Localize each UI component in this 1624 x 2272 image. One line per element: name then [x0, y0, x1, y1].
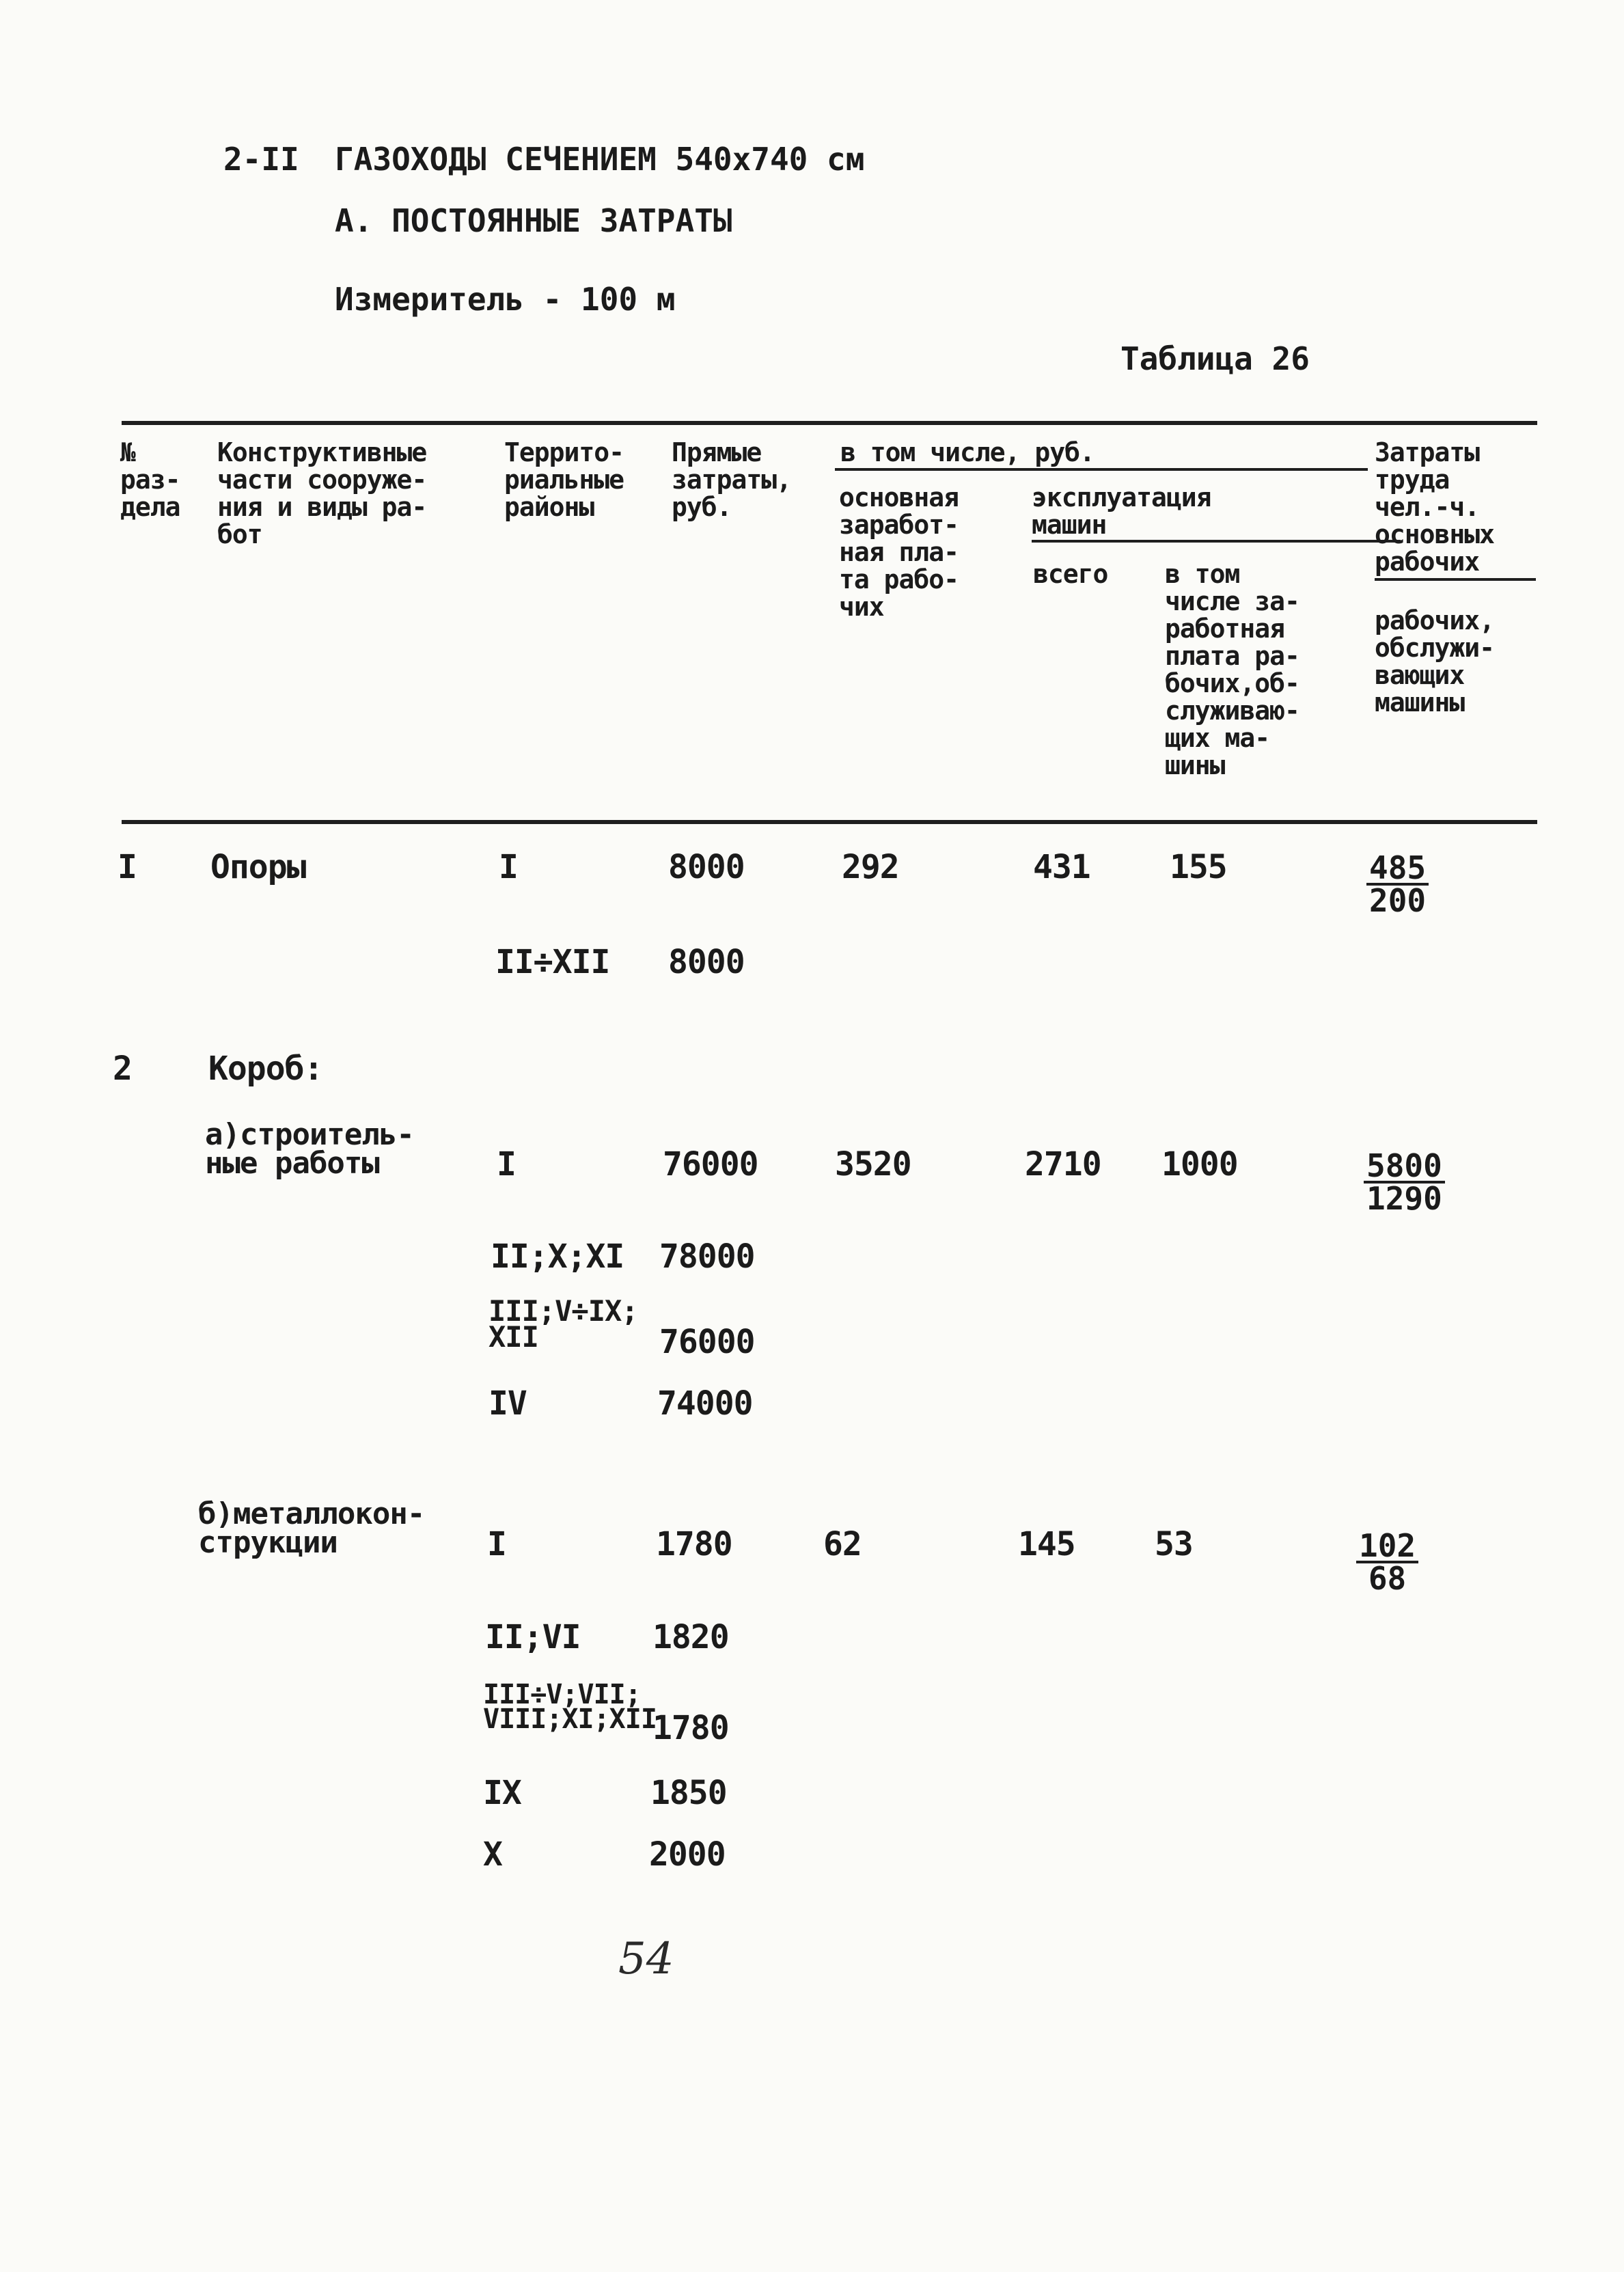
col-including: в том числе, руб. — [840, 437, 1095, 467]
row1-cost-b: 8000 — [668, 943, 745, 981]
row1-name: Опоры — [210, 848, 306, 886]
page-subtitle: А. ПОСТОЯННЫЕ ЗАТРАТЫ — [335, 202, 732, 239]
table-top-rule — [122, 421, 1537, 425]
row2b-machine-total: 145 — [1018, 1525, 1075, 1563]
row2b-region-5: X — [483, 1835, 502, 1874]
row1-labor-service: 200 — [1369, 882, 1427, 919]
row2a-base-wages: 3520 — [835, 1145, 911, 1183]
row2b-region-2: II;VI — [485, 1618, 581, 1656]
row2a-labor-fraction — [1364, 1147, 1445, 1217]
row2a-cost-1: 76000 — [663, 1145, 758, 1183]
row2b-labor-service: 68 — [1368, 1560, 1407, 1597]
row2a-cost-3: 76000 — [659, 1323, 755, 1361]
col-parts: Конструктивные части сооруже- ния и виды ра- бот — [217, 437, 427, 549]
row2a-region-1: I — [497, 1145, 516, 1183]
section-number: 2-II — [223, 141, 299, 178]
row1-section-no: I — [118, 848, 137, 886]
row2b-cost-1: 1780 — [656, 1525, 732, 1563]
row2a-machine-wages: 1000 — [1161, 1145, 1238, 1183]
row2a-region-2: II;X;XI — [491, 1237, 624, 1276]
col-direct-costs: Прямые затраты, руб. — [672, 437, 792, 522]
row1-machine-total: 431 — [1033, 848, 1090, 886]
row1-machine-wages: 155 — [1170, 848, 1227, 886]
row2a-region-4: IV — [488, 1384, 527, 1423]
col-total: всего — [1033, 559, 1108, 589]
col-base-wages: основная заработ- ная пла- та рабо- чих — [839, 482, 959, 622]
row2a-name: а)строитель- ные работы — [205, 1117, 414, 1181]
col-labor-main: Затраты труда чел.-ч. основных рабочих — [1375, 437, 1495, 577]
header-bottom-rule — [122, 820, 1537, 824]
row2b-region-1: I — [487, 1525, 506, 1563]
row2a-cost-2: 78000 — [659, 1237, 755, 1276]
row2b-region-4: IX — [483, 1774, 521, 1812]
row1-base-wages: 292 — [842, 848, 899, 886]
row1-region-a: I — [499, 848, 518, 886]
row2a-machine-total: 2710 — [1025, 1145, 1101, 1183]
row1-labor-main: 485 — [1366, 853, 1429, 886]
row2a-labor-service: 1290 — [1366, 1180, 1442, 1217]
row2b-cost-2: 1820 — [652, 1618, 729, 1656]
row2a-cost-4: 74000 — [657, 1384, 753, 1423]
page-title: ГАЗОХОДЫ СЕЧЕНИЕМ 540х740 см — [335, 141, 865, 178]
including-underline — [835, 468, 1368, 471]
col-machine-wages: в том числе за- работная плата ра- бочих,об- служиваю- щих ма- шины — [1165, 559, 1299, 780]
row2b-labor-fraction — [1356, 1527, 1418, 1597]
labor-divider — [1375, 578, 1536, 581]
unit-label: Измеритель - 100 м — [335, 281, 676, 318]
row2-section-no: 2 — [113, 1050, 132, 1088]
row2b-cost-3: 1780 — [652, 1709, 729, 1747]
col-regions: Террито- риальные районы — [504, 437, 624, 522]
row1-region-b: II÷XII — [495, 943, 610, 981]
row2b-base-wages: 62 — [823, 1525, 862, 1563]
machine-underline — [1032, 540, 1401, 543]
row2b-labor-main: 102 — [1356, 1531, 1418, 1563]
table-label: Таблица 26 — [1120, 340, 1310, 377]
row2b-cost-5: 2000 — [649, 1835, 726, 1874]
row2a-region-3: III;V÷IX; XII — [488, 1294, 638, 1354]
row2b-name: б)металлокон- струкции — [198, 1496, 425, 1560]
page-number: 54 — [618, 1934, 674, 1984]
row1-labor-fraction — [1366, 849, 1429, 919]
row1-cost-a: 8000 — [668, 848, 745, 886]
col-machine-operation: эксплуатация машин — [1032, 482, 1211, 540]
col-section-no: № раз- дела — [120, 437, 180, 522]
row2a-labor-main: 5800 — [1364, 1151, 1445, 1183]
col-labor-service: рабочих, обслужи- вающих машины — [1375, 605, 1495, 717]
row2b-cost-4: 1850 — [650, 1774, 727, 1812]
row2b-machine-wages: 53 — [1155, 1525, 1193, 1563]
row2b-region-3: III÷V;VII; VIII;XI;XII — [483, 1679, 657, 1735]
row2-name: Короб: — [208, 1050, 323, 1088]
